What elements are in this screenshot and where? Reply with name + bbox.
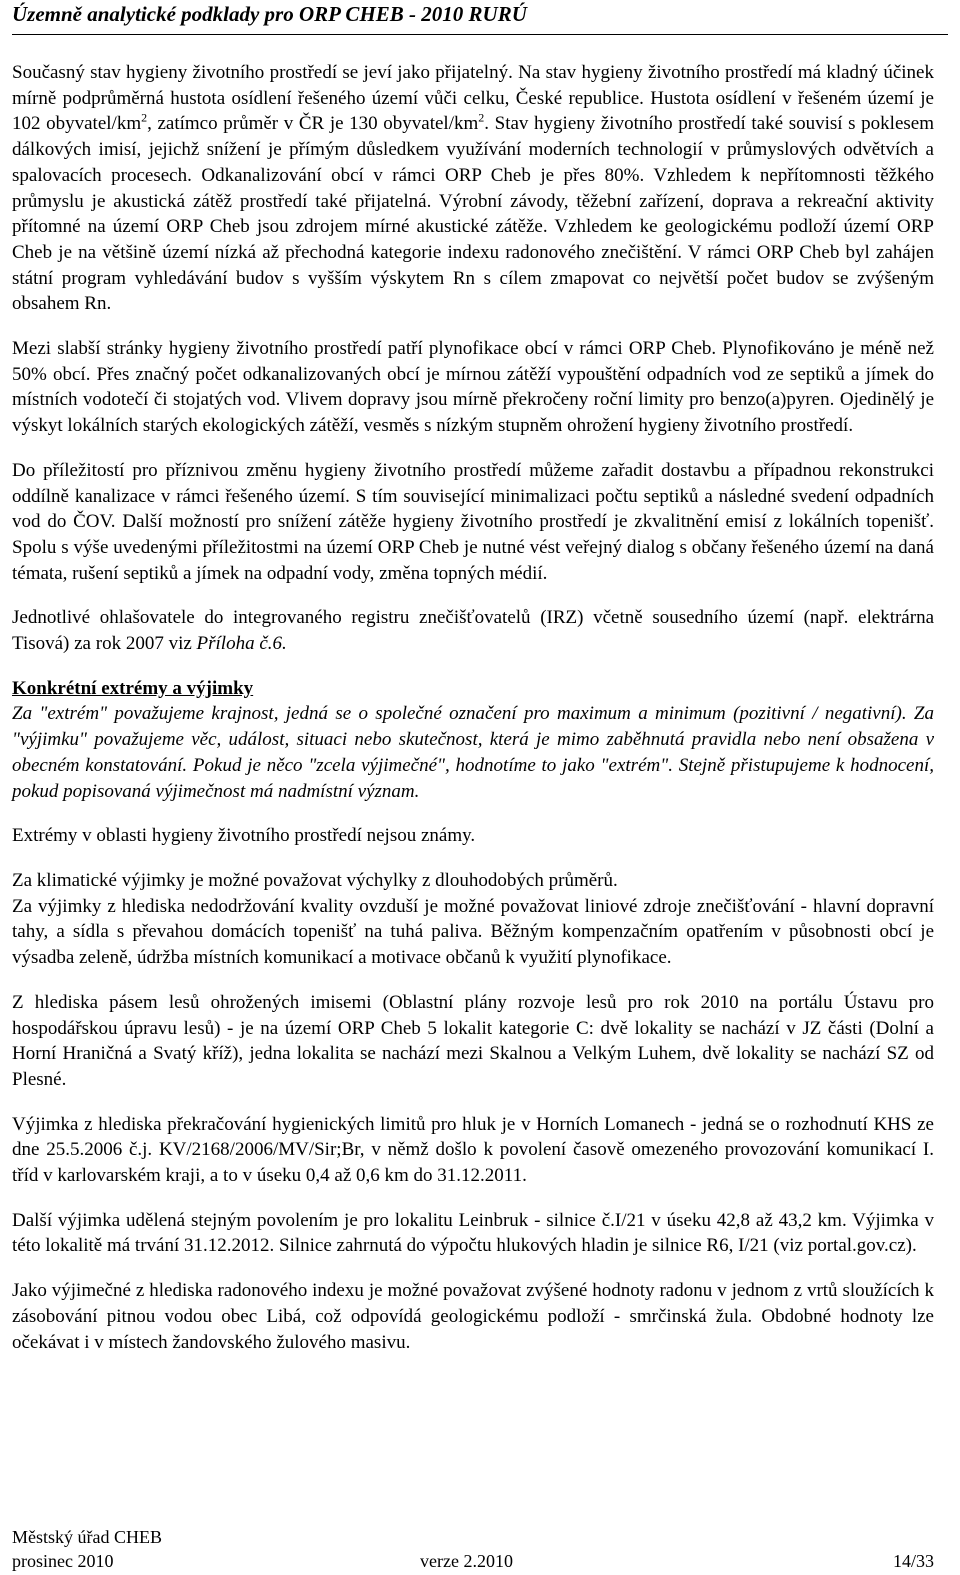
main-content — [12, 60, 934, 1374]
paragraph-text: Jednotlivé ohlašovatele do integrovaného registru znečišťovatelů (IRZ) včetně sousedního území (např. elektrárna Tisová) za rok 2007 viz — [12, 607, 934, 655]
paragraph-leinbruk: Další výjimka udělená stejným povolením je pro lokalitu Leinbruk - silnice č.I/21 v úseku 42,8 až 43,2 km. Výjimka v této lokalitě má trvání 31.12.2012. Silnice zahrnutá do výpočtu hlukových hladin je silnice R6, I/21 (viz portal.gov.cz). — [12, 1209, 934, 1257]
paragraph-current-state — [12, 60, 934, 317]
page-footer — [12, 1525, 934, 1573]
paragraph-climate-exceptions: Za klimatické výjimky je možné považovat výchylky z dlouhodobých průměrů. — [12, 869, 618, 891]
footer-version: verze 2.2010 — [420, 1551, 513, 1571]
paragraph-weaknesses: Mezi slabší stránky hygieny životního prostředí patří plynofikace obcí v rámci ORP Cheb. Plynofikováno je méně než 50% obcí. Přes značný počet odkanalizovaných obcí je mírnou zátěží vypouštění odpadních vod ze septiků a jímek do místních vodotečí či stojatých vod. Vlivem dopravy jsou mírně překročeny roční limity pro benzo(a)pyren. Ojedinělý je výskyt lokálních starých ekologických zátěží, vesměs s nízkým stupněm ohrožení hygieny životního prostředí. — [12, 338, 934, 437]
paragraph-extremes: Extrémy v oblasti hygieny životního prostředí nejsou známy. — [12, 825, 476, 847]
paragraph-opportunities: Do příležitostí pro příznivou změnu hygieny životního prostředí můžeme zařadit dostavbu a případnou rekonstrukci oddílně kanalizace v rámci řešeného území. S tím související minimalizaci počtu septiků a následné svedení odpadních vod do ČOV. Další možností pro snížení zátěže hygieny životního prostředí je zkvalitnění emisí z lokálních topenišť. Spolu s výše uvedenými příležitostmi na území ORP Cheb je nutné vést veřejný dialog s občany řešeného území na daná témata, rušení septiků a jímek na odpadní vody, změna topných médií. — [12, 459, 934, 584]
paragraph-noise-exception: Výjimka z hlediska překračování hygienických limitů pro hluk je v Horních Lomanech - jedná se o rozhodnutí KHS ze dne 25.5.2006 č.j. KV/2168/2006/MV/Sir;Br, v němž došlo k povolení časově omezeného provozování komunikací I. tříd v karlovarském kraji, a to v úseku 0,4 až 0,6 km do 31.12.2011. — [12, 1113, 934, 1187]
appendix-reference: Příloha č.6. — [196, 633, 287, 655]
paragraph-irz — [12, 605, 934, 656]
paragraph-definition: Za "extrém" považujeme krajnost, jedná se o společné označení pro maximum a minimum (pozitivní / negativní). Za "výjimku" považujeme věc, událost, situaci nebo skutečnost, která je mimo zaběhnutá pravidla nebo není obsažena v obecném konstatování. Pokud je něco "zcela výjimečné", hodnotíme to jako "extrém". Stejně přistupujeme k hodnocení, pokud popisovaná výjimečnost má nadmístní význam. — [12, 703, 934, 802]
page-number: 14/33 — [892, 1551, 934, 1571]
paragraph-text: Současný stav hygieny životního prostředí se jeví jako přijatelný. Na stav hygieny životního prostředí má kladný účinek mírně podprůměrná hustota osídlení řešeného území vůči celku, České republice. Hustota osídlení v řešeném území je 102 obyvatel/km — [12, 62, 934, 135]
paragraph-radon: Jako výjimečné z hlediska radonového indexu je možné považovat zvýšené hodnoty radonu v jednom z vrtů sloužících k zásobování pitnou vodou obec Libá, což odpovídá geologickému podloží - smrčinská žula. Obdobné hodnoty lze očekávat i v místech žandovského žulového masivu. — [12, 1280, 934, 1353]
paragraph-text: . Stav hygieny životního prostředí také souvisí s poklesem dálkových imisí, jejichž snížení je přímým důsledkem využívání moderních technologií v průmyslových odvětvích a spalovacích procesech. Odkanalizování obcí v rámci ORP Cheb je přes 80%. Vzhledem k nepřítomnosti těžkého průmyslu je akustická zátěž prostředí také přijatelná. Výrobní závody, těžební zařízení, doprava a rekreační aktivity přítomné na území ORP Cheb jsou zdrojem mírné akustické zátěže. Vzhledem ke geologickému podloží území ORP Cheb je na většině území nízká až přechodná kategorie indexu radonového znečištění. V rámci ORP Cheb byl zahájen státní program vyhledávání budov s vyšším výskytem Rn s cílem zmapovat co největší počet budov se zvýšeným obsahem Rn. — [12, 113, 934, 315]
superscript: 2 — [141, 111, 148, 126]
document-title: Územně analytické podklady pro ORP CHEB - 2010 RURÚ — [12, 2, 527, 26]
footer-date: prosinec 2010 — [12, 1551, 114, 1571]
paragraph-air-quality: Za výjimky z hlediska nedodržování kvality ovzduší je možné považovat liniové zdroje znečišťování - hlavní dopravní tahy, a sídla s převahou domácích topenišť na tuhá paliva. Běžným kompenzačním opatřením v působnosti obcí je výsadba zeleně, údržba místních komunikací a motivace občanů k využití plynofikace. — [12, 895, 934, 969]
section-heading: Konkrétní extrémy a výjimky — [12, 677, 254, 699]
page-header — [12, 0, 948, 35]
paragraph-forests: Z hlediska pásem lesů ohrožených imisemi (Oblastní plány rozvoje lesů pro rok 2010 na portálu Ústavu pro hospodářskou úpravu lesů) - je na území ORP Cheb 5 lokalit kategorie C: dvě lokality se nachází v JZ části (Dolní a Horní Hraničná a Svatý kříž), jedna lokalita se nachází mezi Skalnou a Velkým Luhem, dvě lokality se nachází SZ od Plesné. — [12, 991, 934, 1090]
paragraph-text: , zatímco průměr v ČR je 130 obyvatel/km — [147, 113, 479, 135]
superscript: 2 — [478, 111, 485, 126]
footer-row — [12, 1549, 934, 1573]
footer-office: Městský úřad CHEB — [12, 1527, 162, 1547]
